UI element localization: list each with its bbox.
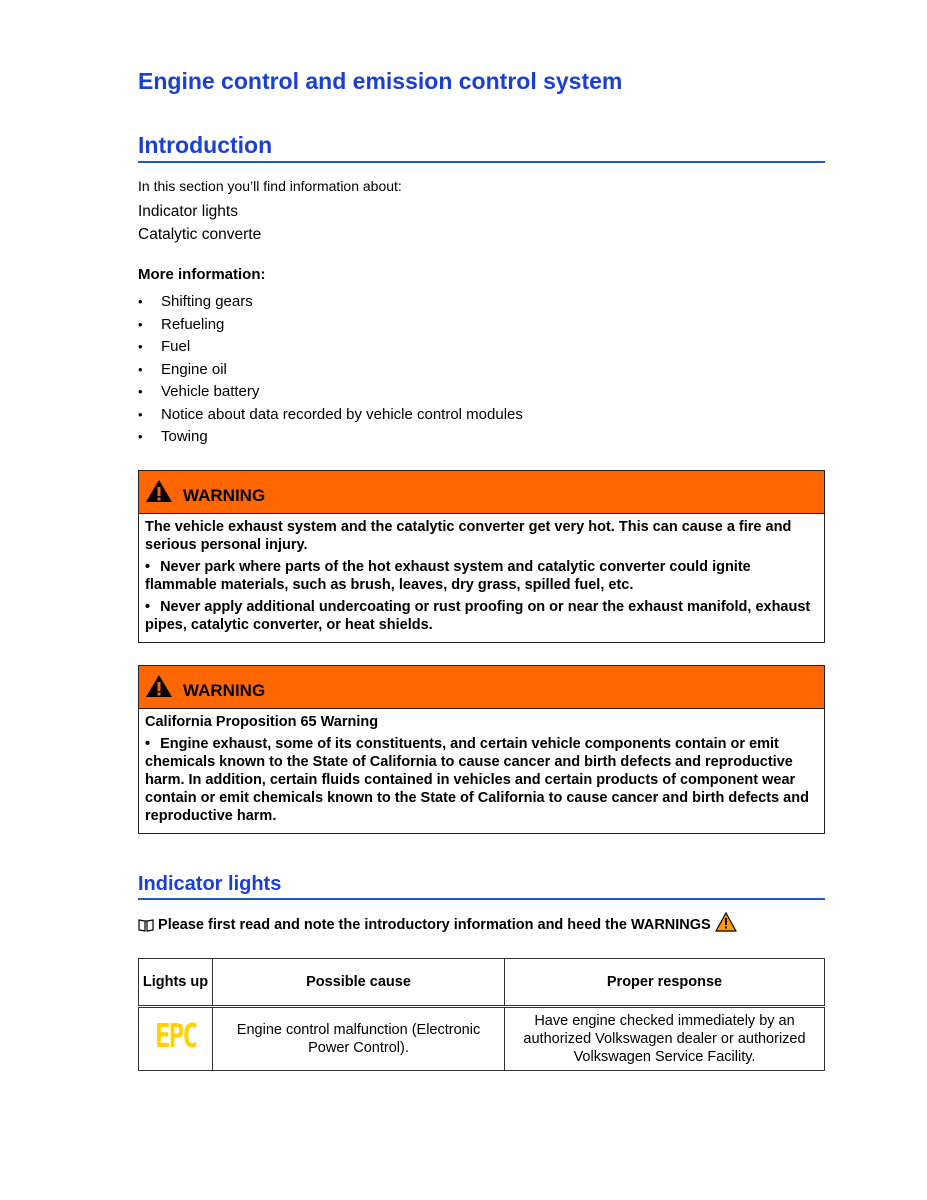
warning-bullet: • Never apply additional undercoating or rust proofing on or near the exhaust manifold, exhaust pipes, catalytic converter, or heat shields. <box>145 599 811 633</box>
list-item[interactable]: • Refueling <box>138 315 225 333</box>
bullet-icon: • <box>145 599 151 615</box>
document-title: Engine control and emission control system <box>138 68 623 94</box>
bullet-icon: • <box>138 316 143 332</box>
warning-body <box>139 709 824 833</box>
list-item[interactable]: • Vehicle battery <box>138 383 260 400</box>
indicator-lights-table <box>138 958 825 1071</box>
warning-body <box>139 514 824 642</box>
topic-link-indicator-lights[interactable]: Indicator lights <box>138 203 238 220</box>
header-proper-response: Proper response <box>505 959 825 1007</box>
list-item[interactable]: • Engine oil <box>138 360 227 378</box>
warning-label: WARNING <box>183 681 266 700</box>
warning-intro: The vehicle exhaust system and the catalytic converter get very hot. This can cause a fire and serious personal injury. <box>145 519 792 553</box>
more-info-list <box>138 293 523 451</box>
warning-box-prop65 <box>138 665 825 834</box>
introduction-heading: Introduction <box>138 132 825 163</box>
warning-box-exhaust <box>138 470 825 643</box>
intro-note <box>138 912 737 933</box>
warning-intro: California Proposition 65 Warning <box>145 714 379 730</box>
list-item[interactable]: • Shifting gears <box>138 293 253 310</box>
warning-triangle-icon <box>145 479 173 503</box>
bullet-icon: • <box>138 406 143 422</box>
warning-header <box>139 471 824 514</box>
bullet-icon: • <box>138 294 143 309</box>
response-cell: Have engine checked immediately by an authorized Volkswagen dealer or authorized Volkswagen Service Facility. <box>505 1007 825 1071</box>
intro-note-text: Please first read and note the introductory information and heed the WARNINGS <box>158 917 711 933</box>
introduction-lead: In this section you’ll find information about: <box>138 178 402 194</box>
list-item[interactable]: • Towing <box>138 428 208 445</box>
bullet-icon: • <box>138 429 143 444</box>
table-header-row <box>139 959 825 1007</box>
header-lights-up: Lights up <box>139 959 213 1007</box>
bullet-icon: • <box>145 736 151 752</box>
header-possible-cause: Possible cause <box>213 959 505 1007</box>
bullet-icon: • <box>138 339 143 354</box>
indicator-lights-heading: Indicator lights <box>138 873 825 900</box>
warning-link-icon[interactable] <box>715 912 737 932</box>
warning-triangle-icon <box>145 674 173 698</box>
list-item[interactable]: • Notice about data recorded by vehicle control modules <box>138 405 523 423</box>
warning-header <box>139 666 824 709</box>
book-icon <box>138 918 154 932</box>
topic-link-catalytic-converter[interactable]: Catalytic converte <box>138 226 262 243</box>
warning-bullet: • Never park where parts of the hot exhaust system and catalytic converter could ignite flammable materials, such as brush, leaves, dry grass, spilled fuel, etc. <box>145 559 751 593</box>
epc-indicator-icon: EPC <box>155 1018 196 1056</box>
warning-bullet: • Engine exhaust, some of its constituents, and certain vehicle components contain or emit chemicals known to the State of California to cause cancer and birth defects and reproductive harm. In addition, certain fluids contained in vehicles and certain products of component wear contain or emit chemicals known to the State of California to cause cancer and birth defects and reproductive harm. <box>145 736 809 824</box>
list-item[interactable]: • Fuel <box>138 338 191 355</box>
epc-indicator-cell <box>139 1007 213 1071</box>
bullet-icon: • <box>145 559 151 575</box>
warning-label: WARNING <box>183 486 266 505</box>
bullet-icon: • <box>138 361 143 377</box>
table-row <box>139 1007 825 1071</box>
cause-cell: Engine control malfunction (Electronic Power Control). <box>213 1007 505 1071</box>
more-info-heading: More information: <box>138 266 266 283</box>
bullet-icon: • <box>138 384 143 399</box>
